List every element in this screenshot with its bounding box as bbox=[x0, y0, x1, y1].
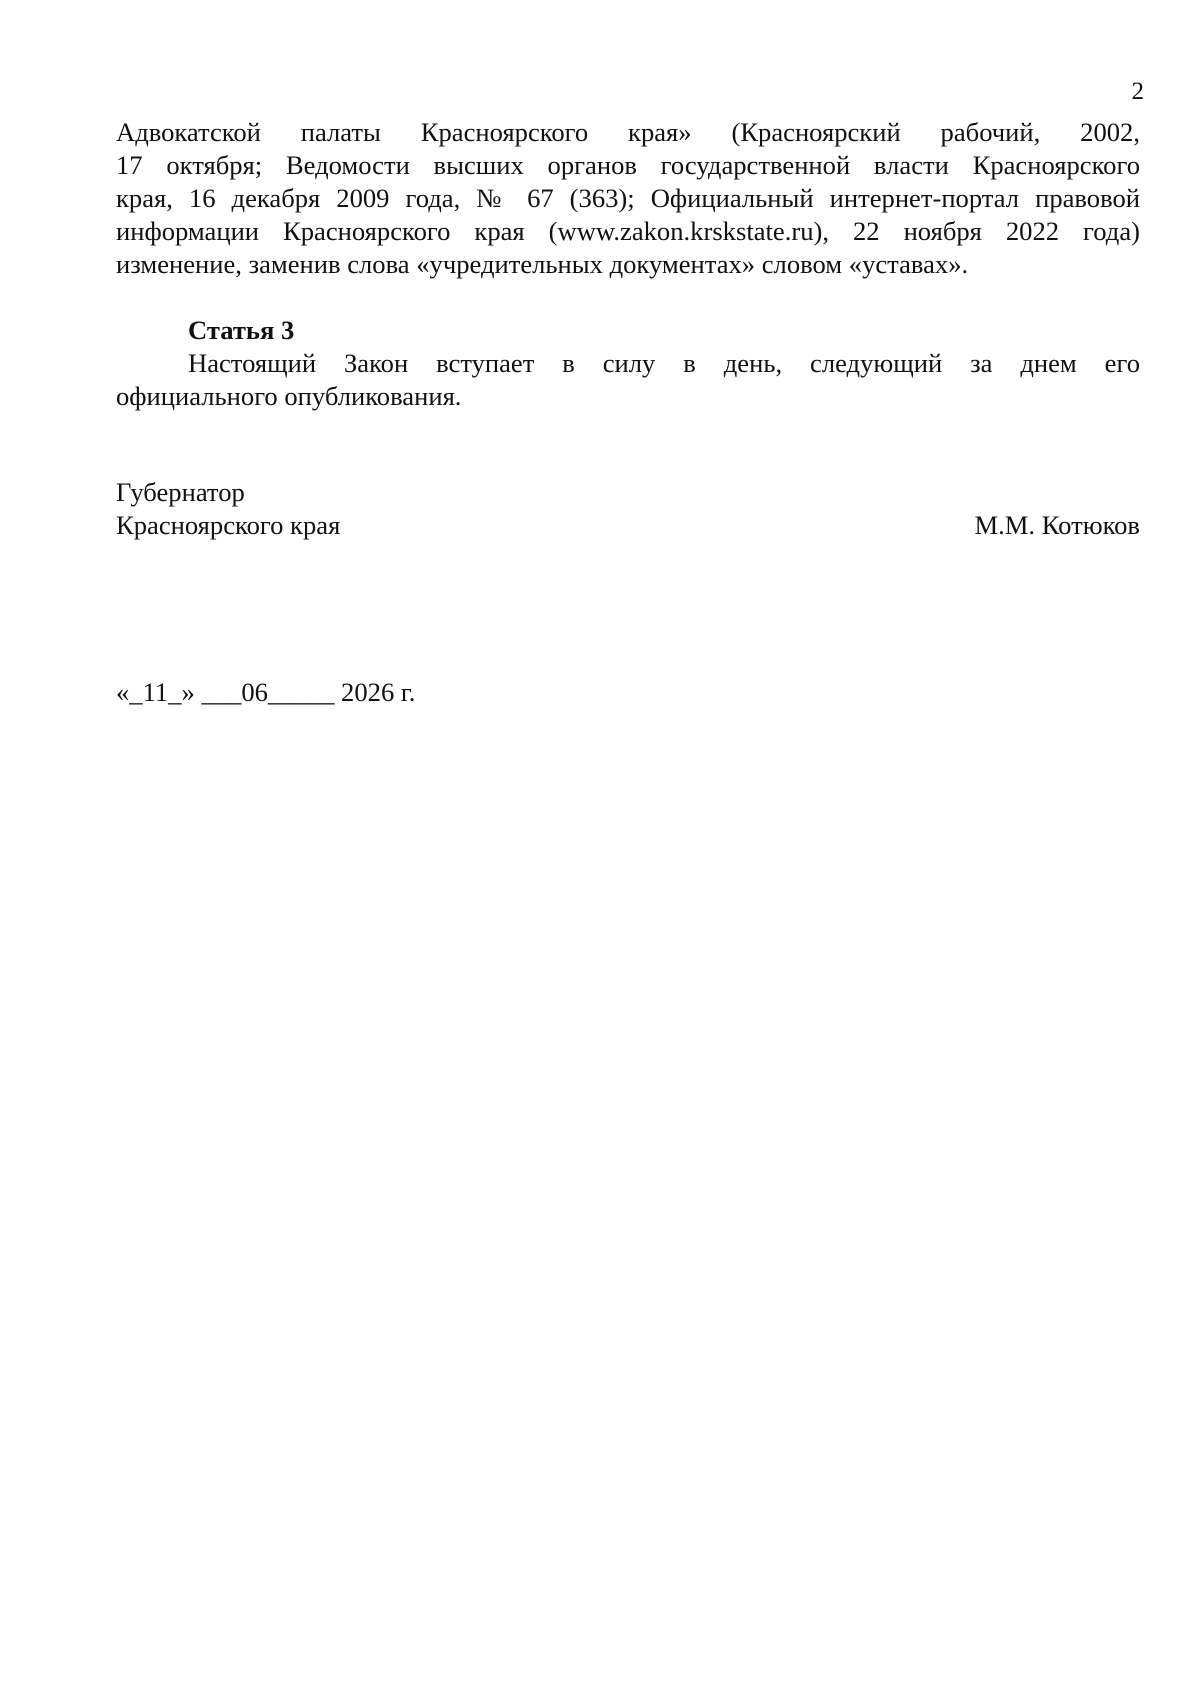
signature-block bbox=[116, 476, 1140, 542]
signatory-position-line2: Красноярского края bbox=[116, 510, 341, 540]
signature-row-1 bbox=[116, 476, 1140, 509]
signing-date: «_11_» ___06_____ 2026 г. bbox=[116, 677, 416, 707]
signature-row-2 bbox=[116, 509, 1140, 542]
intro-line: изменение, заменив слова «учредительных документах» словом «уставах». bbox=[116, 249, 969, 279]
intro-line: Адвокатской палаты Красноярского края» (Красноярский рабочий, 2002, bbox=[116, 117, 1140, 147]
intro-paragraph bbox=[116, 116, 1140, 281]
page-number: 2 bbox=[1131, 78, 1144, 105]
intro-line: информации Красноярского края (www.zakon.krskstate.ru), 22 ноября 2022 года) bbox=[116, 216, 1140, 246]
signatory-position-line1: Губернатор bbox=[116, 477, 245, 507]
article-3 bbox=[116, 314, 1140, 413]
intro-line: края, 16 декабря 2009 года, № 67 (363); Официальный интернет-портал правовой bbox=[116, 183, 1140, 213]
article-line: Настоящий Закон вступает в силу в день, следующий за днем его bbox=[188, 348, 1140, 378]
intro-line: 17 октября; Ведомости высших органов государственной власти Красноярского bbox=[116, 150, 1140, 180]
signatory-name: М.М. Котюков bbox=[974, 510, 1140, 540]
article-line: официального опубликования. bbox=[116, 381, 462, 411]
article-title: Статья 3 bbox=[188, 315, 295, 345]
